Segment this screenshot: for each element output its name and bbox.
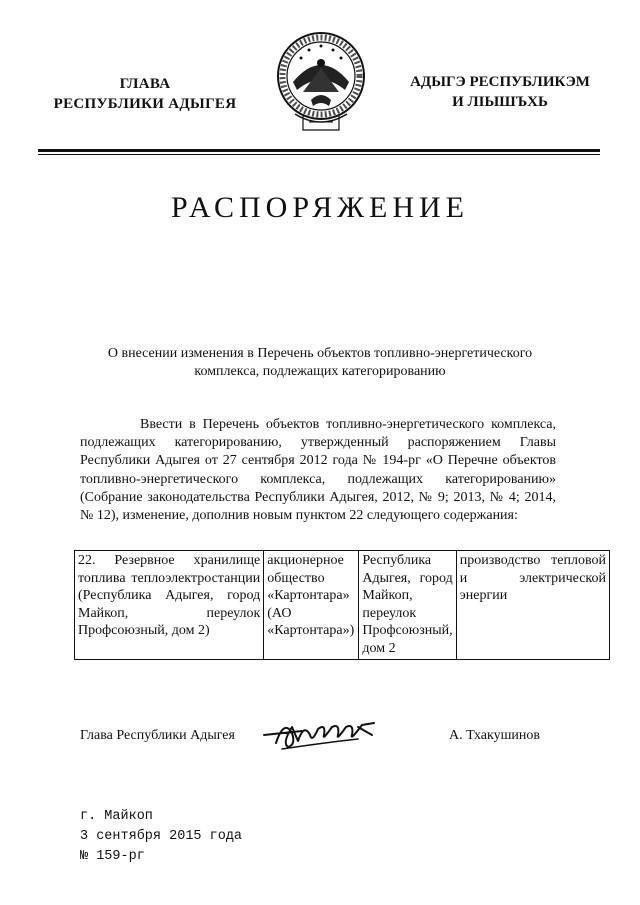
stamp-city: г. Майкоп <box>80 809 153 824</box>
subject-line-1: О внесении изменения в Перечень объектов топливно-энергетического <box>107 346 533 361</box>
signatory-name: А. Тхакушинов <box>449 728 540 743</box>
header-left-line-1: ГЛАВА <box>119 76 171 92</box>
handwritten-signature-icon <box>262 713 392 753</box>
cell-owner: акционерное общество «Картонтара» (АО «Картонтара») <box>264 551 359 660</box>
objects-table <box>74 550 610 660</box>
document-subject <box>60 345 580 381</box>
header-right-line-1: АДЫГЭ РЕСПУБЛИКЭМ <box>410 74 590 90</box>
header-rule-thin <box>38 154 600 155</box>
header-rule-thick <box>38 149 600 152</box>
body-paragraph: Ввести в Перечень объектов топливно-энергетического комплекса, подлежащих категорированию, утвержденный распоряжением Главы Республики Адыгея от 27 сентября 2012 года № 194-рг «О Перечне объектов топливно-энергетического комплекса, подлежащих категорированию» (Собрание законодательства Республики Адыгея, 2012, № 9; 2013, № 4; 2014, № 12), изменение, дополнив новым пунктом 22 следующего содержания: <box>80 417 556 524</box>
signatory-title: Глава Республики Адыгея <box>80 728 235 743</box>
subject-line-2: комплекса, подлежащих категорированию <box>194 364 446 379</box>
table-row <box>75 551 610 660</box>
header-left <box>30 74 260 114</box>
header-left-line-2: РЕСПУБЛИКИ АДЫГЕЯ <box>53 96 237 112</box>
cell-object: 22. Резервное хранилище топлива теплоэлектростанции (Республика Адыгея, город Майкоп, переулок Профсоюзный, дом 2) <box>75 551 264 660</box>
header-right-line-2: И ЛІЫШЪХЬ <box>452 94 548 110</box>
cell-activity: производство тепловой и электрической энергии <box>456 551 609 660</box>
registration-stamp <box>80 807 242 867</box>
coat-of-arms-adygea-icon <box>273 30 369 138</box>
stamp-number: № 159-рг <box>80 849 145 864</box>
cell-address: Республика Адыгея, город Майкоп, переулок Профсоюзный, дом 2 <box>359 551 456 660</box>
stamp-date: 3 сентября 2015 года <box>80 829 243 844</box>
header-right <box>385 72 615 112</box>
document-body <box>80 416 556 525</box>
document-title: РАСПОРЯЖЕНИЕ <box>170 191 470 224</box>
